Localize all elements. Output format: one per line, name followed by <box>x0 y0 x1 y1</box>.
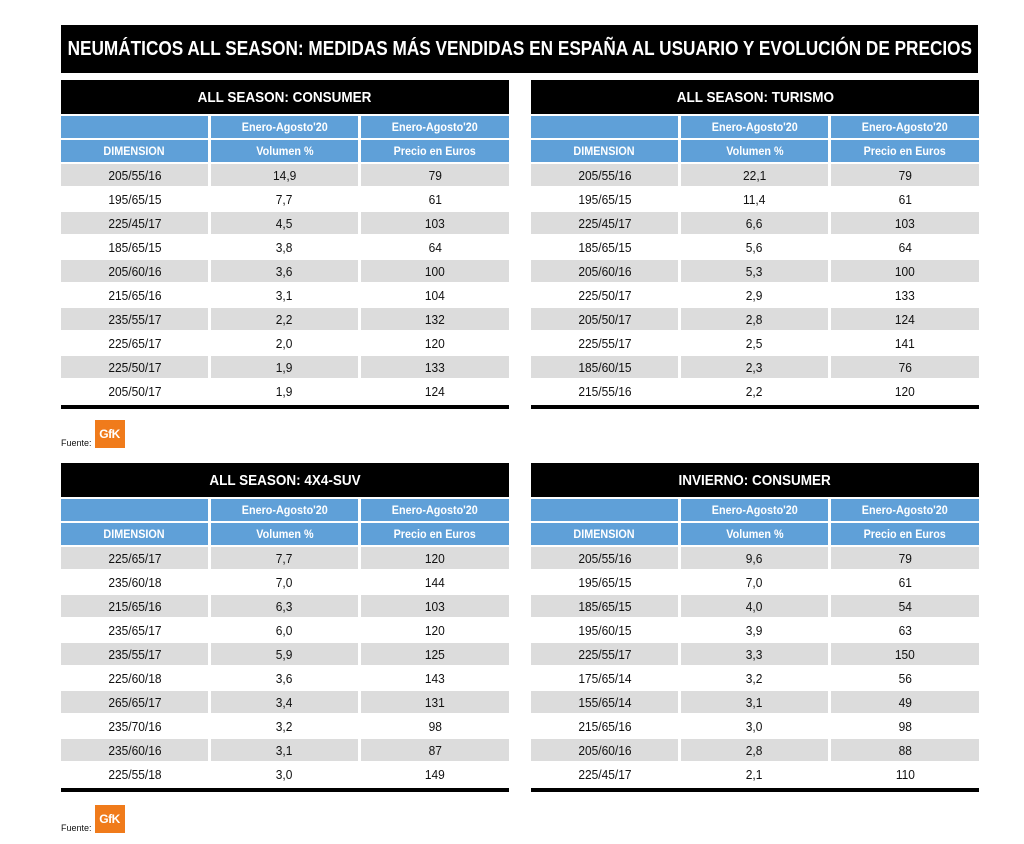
dimension-cell: 215/65/16 <box>61 284 208 306</box>
table-row <box>61 763 509 785</box>
volume-cell: 3,2 <box>681 667 828 689</box>
header-row-columns <box>61 140 509 162</box>
volume-cell: 1,9 <box>211 380 358 402</box>
table-row <box>531 212 979 234</box>
dimension-cell: 205/50/17 <box>61 380 208 402</box>
dimension-cell: 195/65/15 <box>531 188 678 210</box>
table-row <box>531 595 979 617</box>
volume-cell: 2,9 <box>681 284 828 306</box>
table-row <box>61 380 509 402</box>
volume-cell: 7,0 <box>681 571 828 593</box>
page-title: NEUMÁTICOS ALL SEASON: MEDIDAS MÁS VENDIDAS EN ESPAÑA AL USUARIO Y EVOLUCIÓN DE PRECIOS <box>61 25 978 73</box>
price-cell: 100 <box>831 260 979 282</box>
dimension-cell: 205/50/17 <box>531 308 678 330</box>
dimension-cell: 235/55/17 <box>61 643 208 665</box>
table-row <box>531 571 979 593</box>
price-cell: 120 <box>361 332 509 354</box>
header-cell: Volumen % <box>211 523 358 545</box>
dimension-cell: 225/45/17 <box>531 763 678 785</box>
dimension-cell: 185/60/15 <box>531 356 678 378</box>
header-cell: Volumen % <box>681 523 828 545</box>
table-row <box>61 236 509 258</box>
price-cell: 124 <box>831 308 979 330</box>
price-cell: 133 <box>361 356 509 378</box>
table-row <box>531 763 979 785</box>
header-row-period <box>531 499 979 521</box>
price-cell: 120 <box>361 619 509 641</box>
header-cell: Enero-Agosto'20 <box>681 116 828 138</box>
price-cell: 79 <box>361 164 509 186</box>
table-row <box>531 380 979 402</box>
source-label: Fuente: <box>61 438 92 448</box>
dimension-cell: 185/65/15 <box>531 595 678 617</box>
volume-cell: 3,6 <box>211 260 358 282</box>
volume-cell: 4,5 <box>211 212 358 234</box>
gfk-logo: GfK <box>95 805 125 833</box>
volume-cell: 3,1 <box>211 739 358 761</box>
table-row <box>61 595 509 617</box>
volume-cell: 22,1 <box>681 164 828 186</box>
dimension-cell: 205/60/16 <box>531 739 678 761</box>
table-row <box>61 643 509 665</box>
table-row <box>531 284 979 306</box>
price-cell: 104 <box>361 284 509 306</box>
dimension-cell: 155/65/14 <box>531 691 678 713</box>
price-cell: 125 <box>361 643 509 665</box>
table-row <box>61 188 509 210</box>
table-title: INVIERNO: CONSUMER <box>531 463 979 497</box>
table-row <box>531 164 979 186</box>
price-cell: 76 <box>831 356 979 378</box>
volume-cell: 3,0 <box>211 763 358 785</box>
dimension-cell: 195/60/15 <box>531 619 678 641</box>
volume-cell: 3,2 <box>211 715 358 737</box>
table-title: ALL SEASON: TURISMO <box>531 80 979 114</box>
dimension-cell: 225/50/17 <box>531 284 678 306</box>
header-cell: Volumen % <box>681 140 828 162</box>
price-cell: 88 <box>831 739 979 761</box>
table-row <box>531 619 979 641</box>
price-cell: 133 <box>831 284 979 306</box>
table-row <box>61 356 509 378</box>
price-cell: 143 <box>361 667 509 689</box>
price-cell: 61 <box>831 571 979 593</box>
header-cell: DIMENSION <box>531 140 678 162</box>
dimension-cell: 205/60/16 <box>61 260 208 282</box>
header-cell: Enero-Agosto'20 <box>831 499 979 521</box>
price-cell: 120 <box>361 547 509 569</box>
volume-cell: 5,9 <box>211 643 358 665</box>
dimension-cell: 185/65/15 <box>531 236 678 258</box>
price-cell: 131 <box>361 691 509 713</box>
volume-cell: 2,8 <box>681 739 828 761</box>
price-cell: 150 <box>831 643 979 665</box>
volume-cell: 3,6 <box>211 667 358 689</box>
price-cell: 98 <box>831 715 979 737</box>
header-cell: Precio en Euros <box>831 523 979 545</box>
price-cell: 132 <box>361 308 509 330</box>
table-end-bar <box>61 788 509 792</box>
header-cell: Enero-Agosto'20 <box>361 499 509 521</box>
price-cell: 149 <box>361 763 509 785</box>
price-cell: 103 <box>361 595 509 617</box>
header-cell: DIMENSION <box>61 523 208 545</box>
volume-cell: 2,2 <box>211 308 358 330</box>
dimension-cell: 225/50/17 <box>61 356 208 378</box>
dimension-cell: 205/55/16 <box>61 164 208 186</box>
table-row <box>61 164 509 186</box>
volume-cell: 14,9 <box>211 164 358 186</box>
header-cell: Enero-Agosto'20 <box>831 116 979 138</box>
dimension-cell: 225/45/17 <box>531 212 678 234</box>
table-row <box>531 332 979 354</box>
header-cell: DIMENSION <box>531 523 678 545</box>
header-row-period <box>531 116 979 138</box>
price-cell: 61 <box>831 188 979 210</box>
volume-cell: 6,0 <box>211 619 358 641</box>
volume-cell: 2,3 <box>681 356 828 378</box>
table-row <box>531 547 979 569</box>
table-row <box>61 691 509 713</box>
price-cell: 64 <box>831 236 979 258</box>
table-row <box>61 260 509 282</box>
volume-cell: 3,1 <box>681 691 828 713</box>
price-cell: 98 <box>361 715 509 737</box>
header-cell: Precio en Euros <box>361 140 509 162</box>
volume-cell: 3,3 <box>681 643 828 665</box>
volume-cell: 3,8 <box>211 236 358 258</box>
table-row <box>531 236 979 258</box>
price-cell: 103 <box>831 212 979 234</box>
volume-cell: 7,7 <box>211 188 358 210</box>
price-cell: 103 <box>361 212 509 234</box>
header-cell: Enero-Agosto'20 <box>211 116 358 138</box>
volume-cell: 3,4 <box>211 691 358 713</box>
table-end-bar <box>531 788 979 792</box>
dimension-cell: 185/65/15 <box>61 236 208 258</box>
table-row <box>531 356 979 378</box>
price-cell: 61 <box>361 188 509 210</box>
dimension-cell: 205/55/16 <box>531 164 678 186</box>
header-cell <box>531 499 678 521</box>
volume-cell: 3,9 <box>681 619 828 641</box>
header-cell <box>61 116 208 138</box>
volume-cell: 6,6 <box>681 212 828 234</box>
table-row <box>61 571 509 593</box>
volume-cell: 2,0 <box>211 332 358 354</box>
table-row <box>61 284 509 306</box>
header-cell: Precio en Euros <box>831 140 979 162</box>
dimension-cell: 225/45/17 <box>61 212 208 234</box>
volume-cell: 5,3 <box>681 260 828 282</box>
dimension-cell: 205/60/16 <box>531 260 678 282</box>
table-row <box>531 739 979 761</box>
dimension-cell: 235/55/17 <box>61 308 208 330</box>
header-cell: Volumen % <box>211 140 358 162</box>
volume-cell: 2,5 <box>681 332 828 354</box>
header-row-period <box>61 116 509 138</box>
volume-cell: 9,6 <box>681 547 828 569</box>
price-cell: 79 <box>831 547 979 569</box>
table-row <box>61 332 509 354</box>
header-row-period <box>61 499 509 521</box>
table-row <box>531 643 979 665</box>
dimension-cell: 175/65/14 <box>531 667 678 689</box>
table-row <box>61 667 509 689</box>
table-invierno-consumer <box>531 463 979 792</box>
volume-cell: 7,0 <box>211 571 358 593</box>
dimension-cell: 265/65/17 <box>61 691 208 713</box>
dimension-cell: 215/65/16 <box>61 595 208 617</box>
volume-cell: 5,6 <box>681 236 828 258</box>
source-label: Fuente: <box>61 823 92 833</box>
volume-cell: 3,0 <box>681 715 828 737</box>
table-row <box>531 667 979 689</box>
table-title: ALL SEASON: CONSUMER <box>61 80 509 114</box>
table-all-season-turismo <box>531 80 979 409</box>
dimension-cell: 235/65/17 <box>61 619 208 641</box>
price-cell: 49 <box>831 691 979 713</box>
price-cell: 79 <box>831 164 979 186</box>
header-cell <box>531 116 678 138</box>
price-cell: 120 <box>831 380 979 402</box>
source-note-top <box>61 420 125 448</box>
price-cell: 110 <box>831 763 979 785</box>
source-note-bottom <box>61 805 125 833</box>
volume-cell: 7,7 <box>211 547 358 569</box>
header-row-columns <box>531 140 979 162</box>
table-row <box>61 308 509 330</box>
dimension-cell: 225/55/18 <box>61 763 208 785</box>
table-row <box>61 619 509 641</box>
volume-cell: 6,3 <box>211 595 358 617</box>
price-cell: 124 <box>361 380 509 402</box>
price-cell: 56 <box>831 667 979 689</box>
price-cell: 141 <box>831 332 979 354</box>
table-end-bar <box>61 405 509 409</box>
price-cell: 64 <box>361 236 509 258</box>
header-cell: Enero-Agosto'20 <box>211 499 358 521</box>
table-row <box>531 715 979 737</box>
dimension-cell: 225/55/17 <box>531 643 678 665</box>
volume-cell: 2,2 <box>681 380 828 402</box>
header-cell: Precio en Euros <box>361 523 509 545</box>
header-cell: Enero-Agosto'20 <box>681 499 828 521</box>
table-row <box>61 547 509 569</box>
table-all-season-4x4-suv <box>61 463 509 792</box>
dimension-cell: 225/65/17 <box>61 547 208 569</box>
price-cell: 100 <box>361 260 509 282</box>
table-row <box>531 260 979 282</box>
header-row-columns <box>531 523 979 545</box>
dimension-cell: 215/65/16 <box>531 715 678 737</box>
volume-cell: 2,1 <box>681 763 828 785</box>
table-row <box>61 212 509 234</box>
price-cell: 87 <box>361 739 509 761</box>
header-cell: Enero-Agosto'20 <box>361 116 509 138</box>
table-row <box>531 308 979 330</box>
price-cell: 54 <box>831 595 979 617</box>
dimension-cell: 225/65/17 <box>61 332 208 354</box>
volume-cell: 1,9 <box>211 356 358 378</box>
table-row <box>61 715 509 737</box>
dimension-cell: 195/65/15 <box>531 571 678 593</box>
table-row <box>531 188 979 210</box>
header-cell <box>61 499 208 521</box>
header-cell: DIMENSION <box>61 140 208 162</box>
dimension-cell: 225/60/18 <box>61 667 208 689</box>
table-row <box>531 691 979 713</box>
price-cell: 63 <box>831 619 979 641</box>
table-title: ALL SEASON: 4X4-SUV <box>61 463 509 497</box>
volume-cell: 4,0 <box>681 595 828 617</box>
table-row <box>61 739 509 761</box>
volume-cell: 3,1 <box>211 284 358 306</box>
table-all-season-consumer <box>61 80 509 409</box>
gfk-logo: GfK <box>95 420 125 448</box>
price-cell: 144 <box>361 571 509 593</box>
header-row-columns <box>61 523 509 545</box>
dimension-cell: 205/55/16 <box>531 547 678 569</box>
table-end-bar <box>531 405 979 409</box>
dimension-cell: 195/65/15 <box>61 188 208 210</box>
dimension-cell: 215/55/16 <box>531 380 678 402</box>
dimension-cell: 235/60/18 <box>61 571 208 593</box>
dimension-cell: 235/70/16 <box>61 715 208 737</box>
volume-cell: 11,4 <box>681 188 828 210</box>
dimension-cell: 225/55/17 <box>531 332 678 354</box>
volume-cell: 2,8 <box>681 308 828 330</box>
dimension-cell: 235/60/16 <box>61 739 208 761</box>
